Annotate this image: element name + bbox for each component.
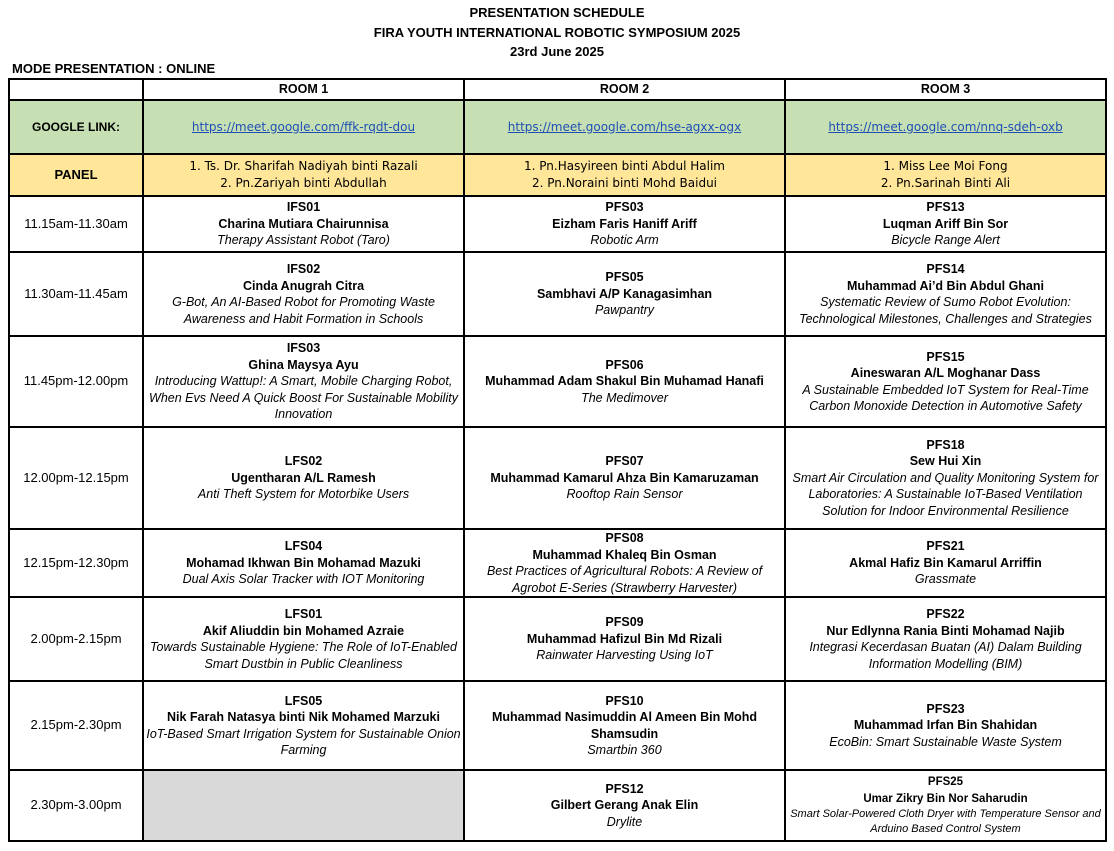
session-cell — [464, 252, 785, 336]
time-slot-row — [9, 252, 1106, 336]
session-code: IFS03 — [286, 341, 321, 356]
panel-member: 1. Ts. Dr. Sharifah Nadiyah binti Razali — [189, 159, 418, 173]
room-header-row — [9, 79, 1106, 100]
presenter-name: Sambhavi A/P Kanagasimhan — [536, 286, 713, 301]
session-code: LFS04 — [284, 539, 323, 554]
panel-member: 2. Pn.Zariyah binti Abdullah — [220, 176, 387, 190]
project-title: EcoBin: Smart Sustainable Waste System — [829, 734, 1062, 749]
presenter-name: Ugentharan A/L Ramesh — [231, 470, 376, 485]
presenter-name: Gilbert Gerang Anak Elin — [550, 798, 699, 813]
session-code: PFS23 — [926, 701, 965, 716]
session-cell — [464, 529, 785, 597]
project-title: Drylite — [606, 814, 643, 829]
room-1-header: ROOM 1 — [143, 79, 464, 100]
session-code: PFS03 — [605, 200, 644, 215]
project-title: Best Practices of Agricultural Robots: A Review of Agrobot E-Series (Strawberry Harvester) — [486, 564, 763, 595]
session-code: PFS12 — [605, 781, 644, 796]
google-link-label: GOOGLE LINK: — [9, 100, 143, 154]
session-cell — [785, 427, 1106, 529]
panel-row — [9, 154, 1106, 196]
time-slot: 11.15am-11.30am — [9, 196, 143, 252]
session-cell — [785, 529, 1106, 597]
project-title: Smart Air Circulation and Quality Monitoring System for Laboratories: A Sustainable IoT-Based Ventilation Solution for Indoor Environmental Resilience — [792, 470, 1099, 518]
empty-session-cell — [143, 770, 464, 841]
session-cell — [464, 770, 785, 841]
session-cell — [143, 196, 464, 252]
session-code: PFS15 — [926, 349, 965, 364]
presenter-name: Eizham Faris Haniff Ariff — [552, 216, 697, 231]
session-cell — [785, 770, 1106, 841]
session-cell — [785, 336, 1106, 427]
session-code: PFS25 — [927, 776, 964, 788]
room-3-meet-link[interactable]: https://meet.google.com/nnq-sdeh-oxb — [828, 119, 1063, 134]
session-code: IFS01 — [286, 200, 321, 215]
time-slot: 11.45pm-12.00pm — [9, 336, 143, 427]
presenter-name: Luqman Ariff Bin Sor — [882, 216, 1009, 231]
presenter-name: Muhammad Irfan Bin Shahidan — [853, 718, 1038, 733]
project-title: IoT-Based Smart Irrigation System for Sustainable Onion Farming — [146, 726, 461, 757]
header-event: FIRA YOUTH INTERNATIONAL ROBOTIC SYMPOSIUM 2025 — [373, 24, 741, 40]
panel-member: 1. Miss Lee Moi Fong — [883, 159, 1008, 173]
session-code: PFS14 — [926, 262, 965, 276]
project-title: Towards Sustainable Hygiene: The Role of IoT-Enabled Smart Dustbin in Public Cleanliness — [150, 640, 457, 671]
project-title: Grassmate — [914, 572, 977, 587]
corner-cell — [9, 79, 143, 100]
header-date: 23rd June 2025 — [510, 44, 604, 59]
presenter-name: Muhammad Hafizul Bin Md Rizali — [526, 631, 723, 646]
session-code: PFS06 — [605, 357, 644, 372]
panel-label: PANEL — [9, 154, 143, 196]
room-1-panel — [143, 154, 464, 196]
room-2-header: ROOM 2 — [464, 79, 785, 100]
room-1-link-cell — [143, 100, 464, 154]
session-code: PFS09 — [605, 615, 644, 630]
room-2-link-cell — [464, 100, 785, 154]
session-code: PFS08 — [605, 531, 644, 545]
session-cell — [143, 681, 464, 770]
mode-label: MODE PRESENTATION : ONLINE — [12, 61, 216, 76]
project-title: Bicycle Range Alert — [891, 233, 1000, 248]
time-slot-row — [9, 770, 1106, 841]
session-cell — [464, 196, 785, 252]
session-cell — [785, 252, 1106, 336]
time-slot: 2.15pm-2.30pm — [9, 681, 143, 770]
project-title: Therapy Assistant Robot (Taro) — [217, 233, 390, 248]
session-code: LFS02 — [284, 454, 323, 469]
panel-member: 2. Pn.Sarinah Binti Ali — [880, 176, 1011, 190]
session-cell — [143, 597, 464, 681]
project-title: Rainwater Harvesting Using IoT — [536, 648, 713, 663]
session-code: PFS05 — [605, 270, 644, 285]
time-slot: 2.00pm-2.15pm — [9, 597, 143, 681]
time-slot-row — [9, 196, 1106, 252]
project-title: Smartbin 360 — [587, 743, 662, 757]
session-code: IFS02 — [286, 262, 321, 276]
session-cell — [785, 597, 1106, 681]
project-title: G-Bot, An AI-Based Robot for Promoting Waste Awareness and Habit Formation in Schools — [172, 295, 435, 326]
schedule-table — [8, 78, 1107, 842]
session-code: LFS01 — [284, 607, 323, 621]
session-cell — [143, 336, 464, 427]
panel-member: 2. Pn.Noraini binti Mohd Baidui — [531, 176, 718, 190]
session-cell — [143, 529, 464, 597]
presenter-name: Muhammad Kamarul Ahza Bin Kamaruzaman — [490, 470, 759, 485]
project-title: Dual Axis Solar Tracker with IOT Monitoring — [182, 572, 425, 587]
presenter-name: Charina Mutiara Chairunnisa — [218, 216, 389, 231]
project-title: Rooftop Rain Sensor — [566, 487, 683, 502]
presenter-name: Muhammad Ai’d Bin Abdul Ghani — [847, 278, 1044, 293]
session-cell — [143, 427, 464, 529]
session-cell — [143, 252, 464, 336]
time-slot: 11.30am-11.45am — [9, 252, 143, 336]
session-cell — [464, 681, 785, 770]
presenter-name: Mohamad Ikhwan Bin Mohamad Mazuki — [186, 555, 421, 570]
session-code: PFS18 — [926, 437, 965, 452]
presenter-name: Akif Aliuddin bin Mohamed Azraie — [202, 623, 405, 638]
time-slot-row — [9, 597, 1106, 681]
session-cell — [785, 196, 1106, 252]
time-slot-row — [9, 681, 1106, 770]
session-code: PFS07 — [605, 454, 644, 469]
presenter-name: Cinda Anugrah Citra — [242, 278, 365, 293]
room-3-panel — [785, 154, 1106, 196]
room-2-panel — [464, 154, 785, 196]
session-cell — [785, 681, 1106, 770]
session-code: PFS10 — [605, 693, 644, 708]
session-cell — [464, 597, 785, 681]
presenter-name: Muhammad Adam Shakul Bin Muhamad Hanafi — [485, 374, 764, 389]
time-slot-row — [9, 529, 1106, 597]
session-cell — [464, 427, 785, 529]
presenter-name: Muhammad Khaleq Bin Osman — [532, 547, 717, 562]
presenter-name: Nur Edlynna Rania Binti Mohamad Najib — [826, 623, 1065, 638]
room-3-link-cell — [785, 100, 1106, 154]
project-title: Robotic Arm — [590, 233, 659, 248]
session-code: PFS13 — [926, 200, 965, 215]
presenter-name: Umar Zikry Bin Nor Saharudin — [863, 792, 1028, 805]
presenter-name: Aineswaran A/L Moghanar Dass — [850, 366, 1041, 380]
schedule-header — [0, 0, 1114, 62]
session-cell — [464, 336, 785, 427]
presenter-name: Nik Farah Natasya binti Nik Mohamed Marzuki — [167, 710, 440, 724]
presenter-name: Akmal Hafiz Bin Kamarul Arriffin — [849, 555, 1042, 570]
google-link-row — [9, 100, 1106, 154]
session-code: LFS05 — [284, 693, 323, 708]
project-title: Systematic Review of Sumo Robot Evolution: Technological Milestones, Challenges and Strategies — [799, 295, 1092, 326]
presenter-name: Ghina Maysya Ayu — [248, 357, 359, 372]
project-title: Pawpantry — [594, 303, 655, 318]
session-code: PFS22 — [926, 607, 965, 621]
time-slot-row — [9, 427, 1106, 529]
header-title: PRESENTATION SCHEDULE — [469, 5, 645, 20]
project-title: The Medimover — [581, 390, 668, 405]
room-3-header: ROOM 3 — [785, 79, 1106, 100]
project-title: Anti Theft System for Motorbike Users — [197, 487, 410, 502]
session-code: PFS21 — [926, 539, 965, 554]
project-title: A Sustainable Embedded IoT System for Real-Time Carbon Monoxide Detection in Automotive Safety — [802, 382, 1089, 413]
project-title: Smart Solar-Powered Cloth Dryer with Temperature Sensor and Arduino Based Control System — [790, 808, 1101, 835]
project-title: Introducing Wattup!: A Smart, Mobile Charging Robot, When Evs Need A Quick Boost For Sustainable Mobility Innovation — [149, 374, 458, 422]
room-2-meet-link[interactable]: https://meet.google.com/hse-agxx-ogx — [507, 119, 742, 134]
time-slot: 12.00pm-12.15pm — [9, 427, 143, 529]
room-1-meet-link[interactable]: https://meet.google.com/ffk-rqdt-dou — [191, 119, 416, 134]
time-slot-row — [9, 336, 1106, 427]
presenter-name: Muhammad Nasimuddin Al Ameen Bin Mohd Shamsudin — [491, 710, 758, 741]
project-title: Integrasi Kecerdasan Buatan (AI) Dalam Building Information Modelling (BIM) — [809, 640, 1082, 671]
presenter-name: Sew Hui Xin — [909, 454, 982, 469]
time-slot: 12.15pm-12.30pm — [9, 529, 143, 597]
panel-member: 1. Pn.Hasyireen binti Abdul Halim — [524, 159, 725, 173]
time-slot: 2.30pm-3.00pm — [9, 770, 143, 841]
